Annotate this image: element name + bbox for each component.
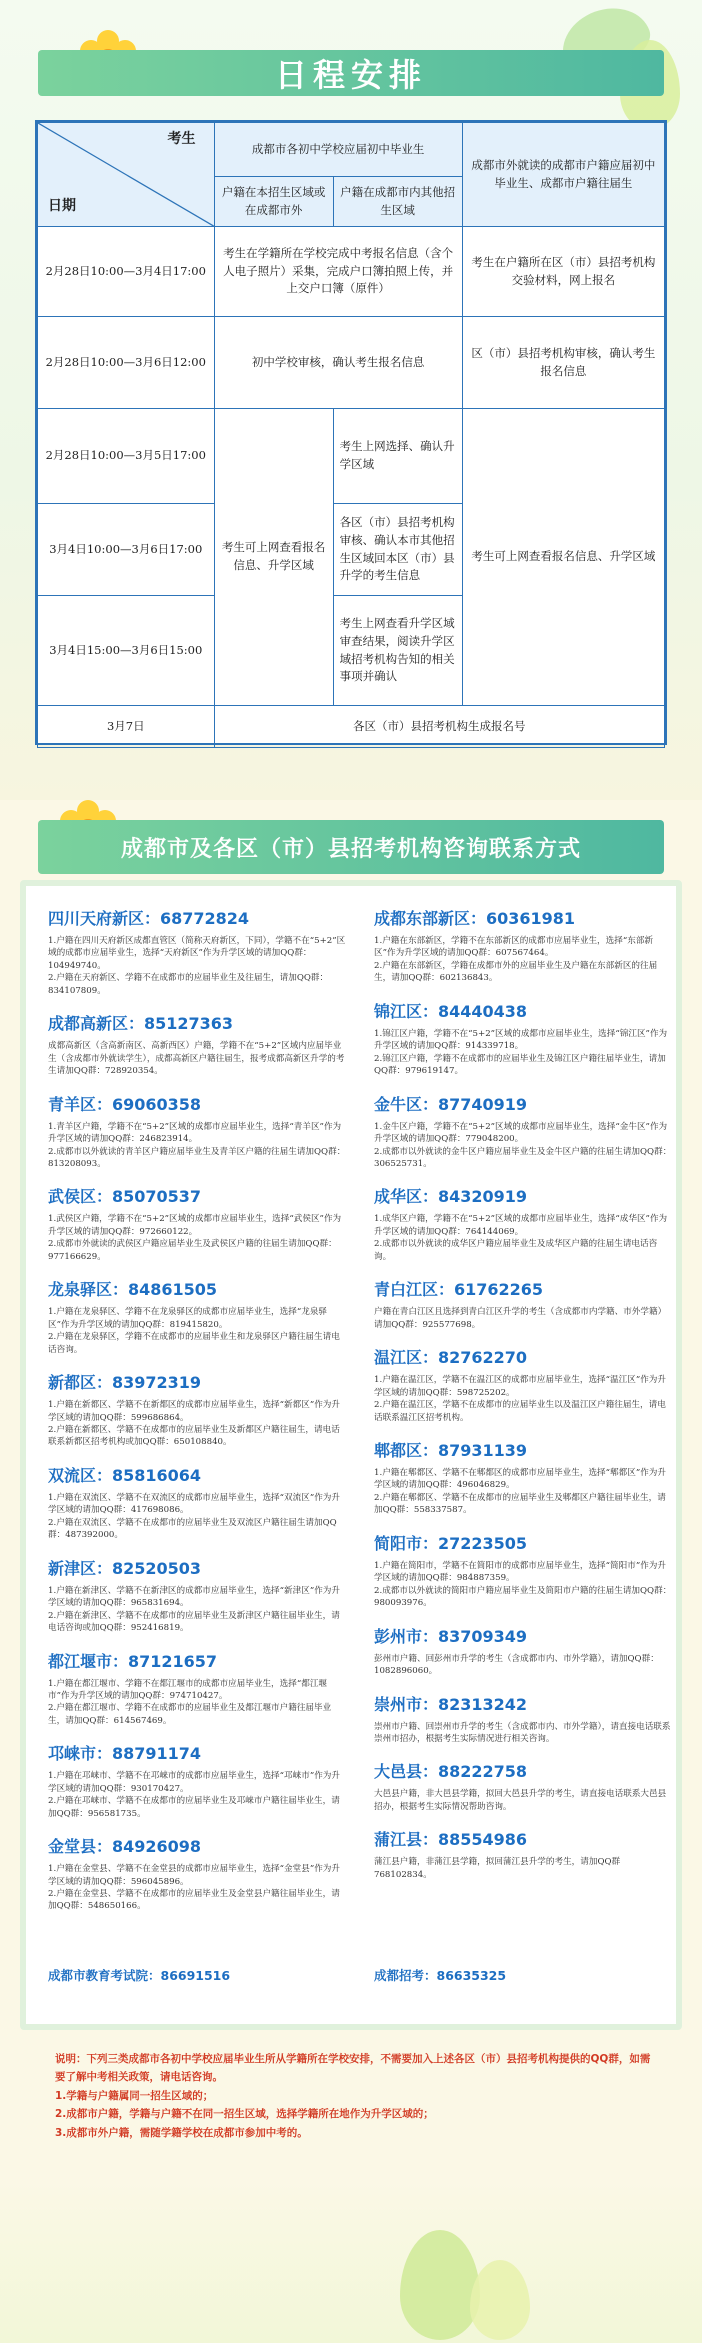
contacts-title: 成都市及各区（市）县招考机构咨询联系方式 (38, 820, 664, 874)
contacts-panel (20, 880, 682, 2030)
contact-entry (48, 1184, 348, 1263)
bottom-background (0, 2180, 702, 2343)
row-cell-mid-a2: 考生上网选择、确认升学区域 (333, 409, 462, 504)
header-sub-a2: 户籍在成都市内其他招生区域 (333, 177, 462, 227)
row-cell-mid-left: 考生可上网查看报名信息、升学区域 (214, 409, 333, 706)
contact-name: 青羊区：69060358 (48, 1094, 202, 1114)
contact-desc: 1.户籍在简阳市，学籍不在简阳市的成都市应届毕业生，选择“简阳市”作为升学区域的请加QQ群：984887359。 2.成都市以外就读的简阳市户籍应届毕业生及简阳市户籍的往届生请加QQ群：980093976。 (374, 1560, 672, 1609)
contact-desc: 1.户籍在新津区、学籍不在新津区的成都市应届毕业生，选择“新津区”作为升学区域的请加QQ群：965831694。 2.户籍在新津区、学籍不在成都市的应届毕业生及新津区户籍往届毕业生，请电话咨询或加QQ群：952416819。 (48, 1585, 340, 1634)
contact-name: 青白江区：61762265 (374, 1280, 544, 1300)
row-cell-b: 考生在户籍所在区（市）县招考机构交验材料，网上报名 (462, 227, 664, 317)
contact-entry (48, 906, 348, 997)
contact-desc: 大邑县户籍，非大邑县学籍，拟回大邑县升学的考生，请直接电话联系大邑县招办，根据考生实际情况帮助咨询。 (374, 1789, 667, 1812)
header-group-a: 成都市各初中学校应届初中毕业生 (214, 123, 462, 177)
contact-name: 成华区：84320919 (374, 1187, 528, 1207)
contact-entry (374, 1184, 674, 1263)
contact-name: 武侯区：85070537 (48, 1187, 202, 1207)
row-cell-mid-right: 考生可上网查看报名信息、升学区域 (462, 409, 664, 706)
schedule-title: 日程安排 (38, 50, 664, 96)
contact-entry (48, 1092, 348, 1171)
contact-desc: 1.户籍在金堂县、学籍不在金堂县的成都市应届毕业生，选择“金堂县”作为升学区域的请加QQ群：596045896。 2.户籍在金堂县、学籍不在成都市的应届毕业生及金堂县户籍往届毕业生，请加QQ群：548650166。 (48, 1864, 340, 1912)
contact-desc: 1.户籍在双流区、学籍不在双流区的成都市应届毕业生，选择“双流区”作为升学区域的请加QQ群：417698086。 2.户籍在双流区、学籍不在成都市的应届毕业生及双流区户籍往届生请加QQ群：487392000。 (48, 1492, 340, 1541)
note-item: 1.学籍与户籍属同一招生区域的； (55, 2089, 214, 2102)
contact-name: 大邑县：88222758 (374, 1762, 528, 1782)
contact-desc: 1.户籍在温江区，学籍不在温江区的成都市应届毕业生，选择“温江区”作为升学区域的请加QQ群：598725202。 2.户籍在温江区，学籍不在成都市的应届毕业生以及温江区户籍往届生，请电话联系温江区招考机构。 (374, 1375, 666, 1423)
contact-name: 邛崃市：88791174 (48, 1744, 202, 1764)
contact-name: 彭州市：83709349 (374, 1626, 528, 1646)
contact-desc: 成都高新区（含高新南区、高新西区）户籍，学籍不在“5+2”区域内应届毕业生（含成都市外就读学生），成都高新区户籍往届生，报考成都高新区升学的考生请加QQ群：728920354。 (48, 1041, 345, 1077)
schedule-table (35, 120, 667, 745)
contact-name: 新津区：82520503 (48, 1558, 202, 1578)
row-cell-b: 区（市）县招考机构审核，确认考生报名信息 (462, 317, 664, 409)
contact-name: 新都区：83972319 (48, 1373, 202, 1393)
contact-entry (374, 1827, 674, 1881)
contact-desc: 1.户籍在新都区、学籍不在新都区的成都市应届毕业生，选择“新都区”作为升学区域的请加QQ群：599686864。 2.户籍在新都区、学籍不在成都市的应届毕业生及新都区户籍往届生，请电话联系新都区招考机构或加QQ群：650108840。 (48, 1400, 340, 1448)
contact-entry (374, 999, 674, 1078)
contact-desc: 彭州市户籍、回彭州市升学的考生（含成都市内、市外学籍），请加QQ群：1082896060。 (374, 1653, 659, 1677)
contact-entry (374, 1759, 674, 1813)
contact-desc: 1.金牛区户籍，学籍不在“5+2”区域的成都市应届毕业生，选择“金牛区”作为升学区域的请加QQ群：779048200。 2.成都市以外就读的金牛区户籍应届毕业生及金牛区户籍的往届生请加QQ群：306525731。 (374, 1121, 672, 1169)
contact-entry (374, 906, 674, 985)
footer-chengdu-zhaokao: 成都招考：86635325 (374, 1968, 507, 1983)
contact-desc: 1.户籍在东部新区，学籍不在东部新区的成都市应届毕业生，选择“东部新区”作为升学区域的请加QQ群：607567464。 2.户籍在东部新区，学籍在成都市外的应届毕业生及户籍在东部新区的往届生，请加QQ群：602136843。 (374, 936, 658, 984)
contact-name: 温江区：82762270 (374, 1348, 528, 1368)
row-date: 2月28日10:00—3月5日17:00 (38, 409, 215, 504)
contacts-right-column (374, 906, 674, 1895)
row-cell-a: 考生在学籍所在学校完成中考报名信息（含个人电子照片）采集，完成户口簿拍照上传，并上交户口簿（原件） (214, 227, 462, 317)
contact-desc: 崇州市户籍、回崇州市升学的考生（含成都市内、市外学籍），请直接电话联系崇州市招办，根据考生实际情况进行相关咨询。 (374, 1721, 671, 1744)
contact-entry (374, 1624, 674, 1678)
contact-name: 锦江区：84440438 (374, 1001, 528, 1021)
contact-desc: 1.户籍在都江堰市、学籍不在都江堰市的成都市应届毕业生，选择“都江堰市”作为升学区域的请加QQ群：974710427。 2.户籍在都江堰市、学籍不在成都市的应届毕业生及都江堰市户籍往届毕业生，请加QQ群：614567469。 (48, 1678, 332, 1726)
contact-entry (48, 1463, 348, 1542)
contact-desc: 1.户籍在郫都区、学籍不在郫都区的成都市应届毕业生，选择“郫都区”作为升学区域的请加QQ群：496046829。 2.户籍在郫都区、学籍不在成都市的应届毕业生及郫都区户籍往届毕业生，请加QQ群：558337587。 (374, 1467, 666, 1516)
contacts-left-column (48, 906, 348, 1927)
contact-name: 双流区：85816064 (48, 1465, 202, 1485)
row-cell-merged: 各区（市）县招考机构生成报名号 (214, 706, 664, 748)
contact-desc: 1.成华区户籍，学籍不在“5+2”区域的成都市应届毕业生，选择“成华区”作为升学区域的请加QQ群：764144069。 2.成都市以外就读的成华区户籍应届毕业生及成华区户籍的往届生请电话咨询。 (374, 1214, 668, 1262)
note-item: 3.成都市外户籍，需随学籍学校在成都市参加中考的。 (55, 2126, 308, 2139)
contact-entry (48, 1011, 348, 1077)
contact-name: 龙泉驿区：84861505 (48, 1280, 218, 1300)
contact-name: 金堂县：84926098 (48, 1837, 202, 1857)
row-cell-a: 初中学校审核，确认考生报名信息 (214, 317, 462, 409)
contact-desc: 蒲江县户籍，非蒲江县学籍，拟回蒲江县升学的考生，请加QQ群768102834。 (374, 1857, 621, 1880)
contact-entry (374, 1092, 674, 1171)
contact-entry (374, 1438, 674, 1517)
note-lead: 说明：下列三类成都市各初中学校应届毕业生所从学籍所在学校安排，不需要加入上述各区（市）县招考机构提供的QQ群，如需要了解中考相关政策，请电话咨询。 (55, 2053, 651, 2084)
contact-desc: 1.锦江区户籍，学籍不在“5+2”区域的成都市应届毕业生，选择“锦江区”作为升学区域的请加QQ群：914339718。 2.锦江区户籍，学籍不在成都市的应届毕业生及锦江区户籍往届毕业生，请加QQ群：979619147。 (374, 1028, 668, 1077)
contact-name: 简阳市：27223505 (374, 1533, 528, 1553)
row-cell-mid-a2: 考生上网查看升学区域审查结果，阅读升学区域招考机构告知的相关事项并确认 (333, 596, 462, 706)
corner-top-label: 考生 (167, 131, 196, 147)
contact-entry (374, 1277, 674, 1331)
notes (55, 2050, 655, 2142)
row-date: 3月4日10:00—3月6日17:00 (38, 504, 215, 596)
header-sub-a1: 户籍在本招生区域或在成都市外 (214, 177, 333, 227)
header-group-b: 成都市外就读的成都市户籍应届初中毕业生、成都市户籍往届生 (462, 123, 664, 227)
contact-entry (48, 1741, 348, 1820)
contact-name: 郫都区：87931139 (374, 1440, 528, 1460)
row-date: 3月7日 (38, 706, 215, 748)
row-date: 2月28日10:00—3月4日17:00 (38, 227, 215, 317)
contact-name: 崇州市：82313242 (374, 1694, 528, 1714)
corner-left-label: 日期 (48, 198, 76, 215)
contact-desc: 户籍在青白江区且选择到青白江区升学的考生（含成都市内学籍、市外学籍）请加QQ群：925577698。 (374, 1307, 667, 1330)
contact-desc: 1.户籍在龙泉驿区、学籍不在龙泉驿区的成都市应届毕业生，选择“龙泉驿区”作为升学区域的请加QQ群：819415820。 2.户籍在龙泉驿区，学籍不在成都市的应届毕业生和龙泉驿区户籍往届生请电话咨询。 (48, 1307, 340, 1355)
contact-entry (48, 1277, 348, 1356)
note-item: 2.成都市户籍，学籍与户籍不在同一招生区域，选择学籍所在地作为升学区域的； (55, 2108, 434, 2121)
contact-desc: 1.户籍在邛崃市、学籍不在邛崃市的成都市应届毕业生，选择“邛崃市”作为升学区域的请加QQ群：930170427。 2.户籍在邛崃市、学籍不在成都市的应届毕业生及邛崃市户籍往届毕业生，请加QQ群：956581735。 (48, 1771, 340, 1819)
contact-entry (48, 1556, 348, 1635)
contact-entry (374, 1531, 674, 1610)
contact-name: 都江堰市：87121657 (48, 1651, 218, 1671)
contact-desc: 1.武侯区户籍，学籍不在“5+2”区域的成都市应届毕业生，选择“武侯区”作为升学区域的请加QQ群：972660122。 2.成都市外就读的武侯区户籍应届毕业生及武侯区户籍的往届生请加QQ群：977166629。 (48, 1214, 342, 1262)
contact-entry (374, 1692, 674, 1746)
contact-desc: 1.青羊区户籍，学籍不在“5+2”区域的成都市应届毕业生，选择“青羊区”作为升学区域的请加QQ群：246823914。 2.成都市以外就读的青羊区户籍应届毕业生及青羊区户籍的往届生请加QQ群：813208093。 (48, 1121, 346, 1169)
row-cell-mid-a2: 各区（市）县招考机构审核、确认本市其他招生区域回本区（市）县升学的考生信息 (333, 504, 462, 596)
contact-entry (48, 1834, 348, 1913)
row-date: 3月4日15:00—3月6日15:00 (38, 596, 215, 706)
contact-entry (48, 1370, 348, 1449)
contact-entry (374, 1345, 674, 1424)
contact-entry (48, 1649, 348, 1728)
footer-exam-institute: 成都市教育考试院：86691516 (48, 1968, 231, 1983)
row-date: 2月28日10:00—3月6日12:00 (38, 317, 215, 409)
contact-name: 成都高新区：85127363 (48, 1014, 234, 1034)
contact-name: 成都东部新区：60361981 (374, 909, 576, 928)
contact-desc: 1.户籍在四川天府新区成都直管区（简称天府新区，下同），学籍不在“5+2”区域的成都市应届毕业生，选择“天府新区”作为升学区域的请加QQ群：104949740。 2.户籍在天府新区、学籍不在成都市的应届毕业生及往届生，请加QQ群：834107809。 (48, 936, 346, 996)
table-corner (38, 123, 215, 227)
contact-name: 金牛区：87740919 (374, 1094, 528, 1114)
contact-name: 蒲江县：88554986 (374, 1830, 528, 1850)
contact-name: 四川天府新区：68772824 (48, 909, 250, 928)
